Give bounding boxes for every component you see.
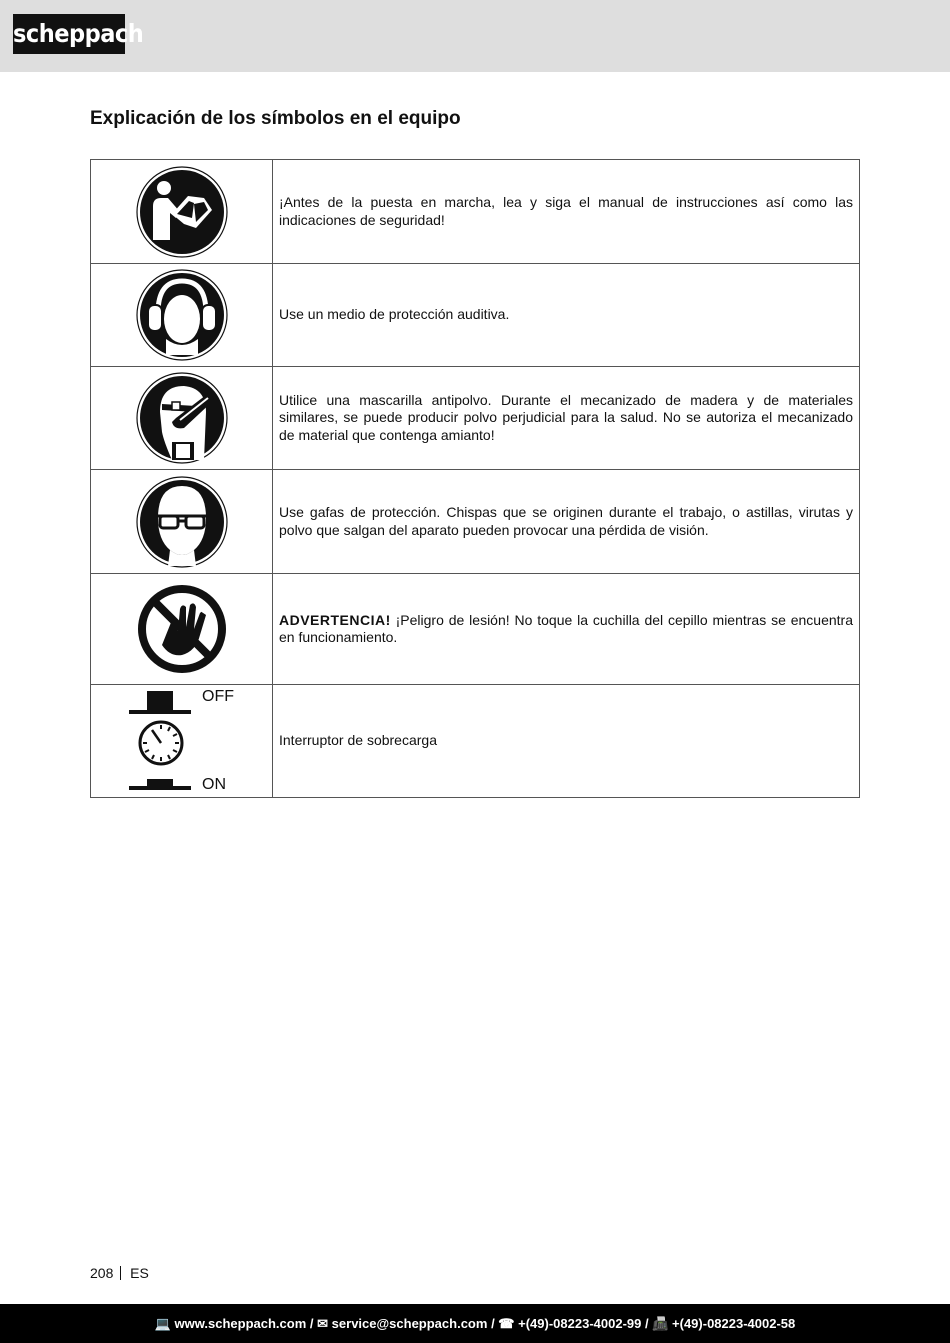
symbol-cell <box>91 160 273 264</box>
symbol-cell <box>91 367 273 470</box>
phone-number: +(49)-08223-4002-99 <box>518 1316 642 1331</box>
table-row <box>91 160 860 264</box>
page-footer: 💻 www.scheppach.com / ✉ service@scheppach.com / ☎ +(49)-08223-4002-99 / 📠 +(49)-08223-4002-58 <box>0 1304 950 1343</box>
website-link[interactable]: www.scheppach.com <box>174 1316 307 1331</box>
fax-icon: 📠 <box>652 1316 669 1331</box>
symbol-cell <box>91 470 273 574</box>
dust-mask-icon <box>136 372 228 464</box>
eye-protection-icon <box>136 476 228 568</box>
hearing-protection-icon <box>136 269 228 361</box>
symbol-description: Interruptor de sobrecarga <box>273 685 860 798</box>
page-title: Explicación de los símbolos en el equipo <box>90 108 461 129</box>
warning-text: ¡Peligro de lesión! No toque la cuchilla del cepillo mientras se encuentra en funcionamiento. <box>279 611 853 645</box>
symbol-description <box>273 574 860 685</box>
email-link[interactable]: service@scheppach.com <box>331 1316 488 1331</box>
symbol-cell <box>91 685 273 798</box>
table-row <box>91 470 860 574</box>
on-label: ON <box>202 776 226 793</box>
phone-icon: ☎ <box>498 1316 515 1331</box>
page-header <box>0 0 950 72</box>
fax-number: +(49)-08223-4002-58 <box>672 1316 796 1331</box>
no-touch-icon <box>136 583 228 675</box>
symbol-description: Use gafas de protección. Chispas que se originen durante el trabajo, o astillas, virutas y polvo que salgan del aparato pueden provocar una pérdida de visión. <box>273 470 860 574</box>
warning-label: ADVERTENCIA! <box>279 611 391 628</box>
table-row <box>91 685 860 798</box>
brand-logo: scheppach <box>13 14 125 54</box>
read-manual-icon <box>136 166 228 258</box>
symbol-description: ¡Antes de la puesta en marcha, lea y siga el manual de instrucciones así como las indicaciones de seguridad! <box>273 160 860 264</box>
symbol-description: Utilice una mascarilla antipolvo. Durante el mecanizado de madera y de materiales similares, se puede producir polvo perjudicial para la salud. No se autoriza el mecanizado de material que contenga amianto! <box>273 367 860 470</box>
symbol-cell <box>91 574 273 685</box>
overload-switch-icon <box>91 685 272 797</box>
page-number-value: 208 <box>90 1265 114 1281</box>
email-icon: ✉ <box>317 1316 329 1331</box>
computer-icon: 💻 <box>154 1316 171 1331</box>
symbol-cell <box>91 264 273 367</box>
table-row <box>91 574 860 685</box>
page-number <box>90 1265 149 1281</box>
off-label: OFF <box>202 688 234 705</box>
table-row <box>91 367 860 470</box>
language-code: ES <box>130 1265 149 1281</box>
symbol-description: Use un medio de protección auditiva. <box>273 264 860 367</box>
symbols-table <box>90 159 860 798</box>
table-row <box>91 264 860 367</box>
